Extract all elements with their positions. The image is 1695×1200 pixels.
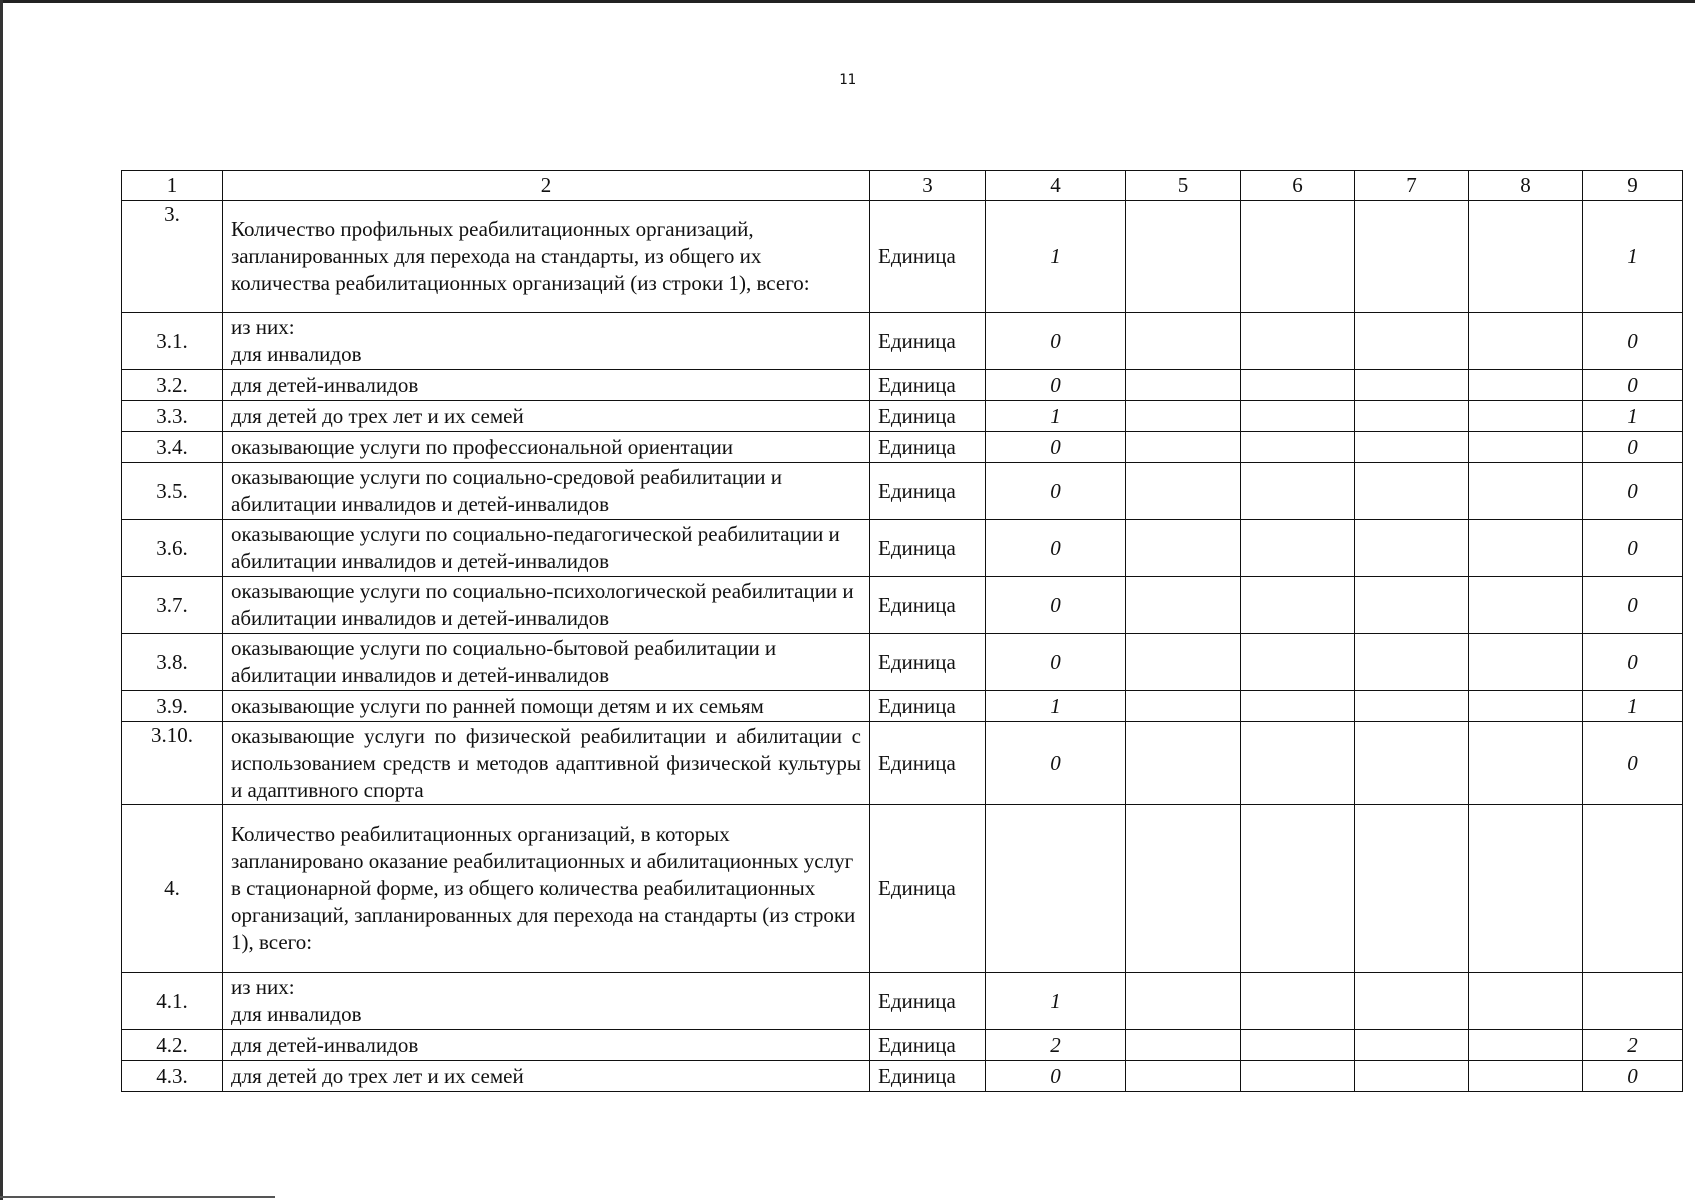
value-col6 <box>1241 722 1355 805</box>
value-col7 <box>1355 691 1469 722</box>
row-description: оказывающие услуги по социально-бытовой реабилитации и абилитации инвалидов и детей-инвалидов <box>223 634 870 691</box>
row-unit: Единица <box>870 370 986 401</box>
value-col8 <box>1469 577 1583 634</box>
value-col4: 1 <box>986 401 1126 432</box>
table-row <box>122 401 1683 432</box>
row-number: 3.8. <box>122 634 223 691</box>
row-number: 3.4. <box>122 432 223 463</box>
value-col9: 0 <box>1583 463 1683 520</box>
table-row <box>122 577 1683 634</box>
header-cell: 4 <box>986 171 1126 201</box>
header-cell: 9 <box>1583 171 1683 201</box>
table-row <box>122 634 1683 691</box>
table-row <box>122 1030 1683 1061</box>
row-description: оказывающие услуги по социально-психологической реабилитации и абилитации инвалидов и детей-инвалидов <box>223 577 870 634</box>
row-description: для детей-инвалидов <box>223 370 870 401</box>
row-number: 3.3. <box>122 401 223 432</box>
value-col6 <box>1241 432 1355 463</box>
table-row <box>122 805 1683 973</box>
row-unit: Единица <box>870 520 986 577</box>
value-col6 <box>1241 1030 1355 1061</box>
header-cell: 6 <box>1241 171 1355 201</box>
row-number: 4.3. <box>122 1061 223 1092</box>
value-col5 <box>1126 432 1241 463</box>
value-col4: 0 <box>986 313 1126 370</box>
value-col5 <box>1126 463 1241 520</box>
value-col6 <box>1241 370 1355 401</box>
value-col5 <box>1126 401 1241 432</box>
row-number: 3.6. <box>122 520 223 577</box>
value-col7 <box>1355 463 1469 520</box>
value-col8 <box>1469 1061 1583 1092</box>
row-unit: Единица <box>870 432 986 463</box>
row-description-line: для инвалидов <box>231 342 362 366</box>
value-col8 <box>1469 520 1583 577</box>
row-number: 3.1. <box>122 313 223 370</box>
value-col4: 0 <box>986 432 1126 463</box>
value-col4: 1 <box>986 691 1126 722</box>
value-col4: 0 <box>986 370 1126 401</box>
value-col6 <box>1241 805 1355 973</box>
value-col7 <box>1355 401 1469 432</box>
row-description: оказывающие услуги по профессиональной ориентации <box>223 432 870 463</box>
row-unit: Единица <box>870 313 986 370</box>
value-col4: 0 <box>986 1061 1126 1092</box>
table-row <box>122 432 1683 463</box>
row-unit: Единица <box>870 201 986 313</box>
value-col9 <box>1583 973 1683 1030</box>
value-col8 <box>1469 1030 1583 1061</box>
table-row <box>122 201 1683 313</box>
value-col7 <box>1355 973 1469 1030</box>
value-col8 <box>1469 432 1583 463</box>
value-col9: 1 <box>1583 401 1683 432</box>
value-col8 <box>1469 691 1583 722</box>
value-col9 <box>1583 805 1683 973</box>
value-col4: 0 <box>986 577 1126 634</box>
header-cell: 7 <box>1355 171 1469 201</box>
value-col4: 1 <box>986 973 1126 1030</box>
value-col5 <box>1126 201 1241 313</box>
value-col6 <box>1241 577 1355 634</box>
row-description: для детей до трех лет и их семей <box>223 1061 870 1092</box>
value-col9: 2 <box>1583 1030 1683 1061</box>
value-col7 <box>1355 1030 1469 1061</box>
value-col5 <box>1126 691 1241 722</box>
value-col5 <box>1126 722 1241 805</box>
value-col6 <box>1241 463 1355 520</box>
value-col9: 0 <box>1583 634 1683 691</box>
value-col8 <box>1469 201 1583 313</box>
row-number: 3.7. <box>122 577 223 634</box>
value-col8 <box>1469 370 1583 401</box>
value-col4: 1 <box>986 201 1126 313</box>
value-col4: 0 <box>986 520 1126 577</box>
value-col9: 0 <box>1583 577 1683 634</box>
value-col8 <box>1469 805 1583 973</box>
value-col4: 2 <box>986 1030 1126 1061</box>
scan-left-edge <box>0 0 3 1200</box>
value-col6 <box>1241 201 1355 313</box>
header-cell: 5 <box>1126 171 1241 201</box>
value-col5 <box>1126 973 1241 1030</box>
table-row <box>122 1061 1683 1092</box>
value-col9: 0 <box>1583 1061 1683 1092</box>
row-description: Количество профильных реабилитационных организаций, запланированных для перехода на стандарты, из общего их количества реабилитационных организаций (из строки 1), всего: <box>223 201 870 313</box>
row-description: оказывающие услуги по социально-педагогической реабилитации и абилитации инвалидов и детей-инвалидов <box>223 520 870 577</box>
value-col7 <box>1355 313 1469 370</box>
header-cell: 3 <box>870 171 986 201</box>
header-cell: 8 <box>1469 171 1583 201</box>
value-col5 <box>1126 805 1241 973</box>
value-col5 <box>1126 634 1241 691</box>
row-description: оказывающие услуги по ранней помощи детям и их семьям <box>223 691 870 722</box>
value-col8 <box>1469 722 1583 805</box>
row-number: 4. <box>122 805 223 973</box>
value-col6 <box>1241 973 1355 1030</box>
value-col5 <box>1126 370 1241 401</box>
table-row <box>122 463 1683 520</box>
value-col4: 0 <box>986 634 1126 691</box>
indicators-table <box>121 170 1683 1092</box>
row-number: 3.10. <box>122 722 223 805</box>
value-col5 <box>1126 1061 1241 1092</box>
value-col4: 0 <box>986 463 1126 520</box>
row-description: Количество реабилитационных организаций, в которых запланировано оказание реабилитационных и абилитационных услуг в стационарной форме, из общего количества реабилитационных организаций, запланированных для перехода на стандарты (из строки 1), всего: <box>223 805 870 973</box>
value-col4 <box>986 805 1126 973</box>
row-unit: Единица <box>870 1061 986 1092</box>
header-cell: 2 <box>223 171 870 201</box>
header-row <box>122 171 1683 201</box>
row-description: оказывающие услуги по физической реабилитации и абилитации с использованием средств и методов адаптивной физической культуры и адаптивного спорта <box>223 722 870 805</box>
value-col7 <box>1355 722 1469 805</box>
value-col7 <box>1355 520 1469 577</box>
value-col9: 0 <box>1583 520 1683 577</box>
scan-bottom-mark <box>0 1196 275 1198</box>
row-description <box>223 313 870 370</box>
row-description <box>223 973 870 1030</box>
table-row <box>122 313 1683 370</box>
value-col9: 0 <box>1583 722 1683 805</box>
row-number: 3. <box>122 201 223 313</box>
value-col9: 0 <box>1583 313 1683 370</box>
header-cell: 1 <box>122 171 223 201</box>
value-col7 <box>1355 805 1469 973</box>
row-unit: Единица <box>870 1030 986 1061</box>
value-col7 <box>1355 634 1469 691</box>
value-col7 <box>1355 1061 1469 1092</box>
row-unit: Единица <box>870 805 986 973</box>
row-unit: Единица <box>870 973 986 1030</box>
row-number: 3.2. <box>122 370 223 401</box>
row-description: для детей-инвалидов <box>223 1030 870 1061</box>
row-description-line: из них: <box>231 315 295 339</box>
table-row <box>122 520 1683 577</box>
row-unit: Единица <box>870 634 986 691</box>
value-col7 <box>1355 577 1469 634</box>
value-col5 <box>1126 313 1241 370</box>
value-col6 <box>1241 520 1355 577</box>
value-col6 <box>1241 1061 1355 1092</box>
row-number: 3.5. <box>122 463 223 520</box>
value-col9: 0 <box>1583 432 1683 463</box>
row-unit: Единица <box>870 401 986 432</box>
page-number: 11 <box>839 72 856 88</box>
value-col8 <box>1469 973 1583 1030</box>
value-col9: 1 <box>1583 201 1683 313</box>
value-col6 <box>1241 313 1355 370</box>
value-col5 <box>1126 520 1241 577</box>
value-col5 <box>1126 577 1241 634</box>
value-col7 <box>1355 370 1469 401</box>
table-row <box>122 722 1683 805</box>
value-col8 <box>1469 634 1583 691</box>
value-col6 <box>1241 401 1355 432</box>
value-col9: 1 <box>1583 691 1683 722</box>
table-row <box>122 370 1683 401</box>
row-description-line: из них: <box>231 975 295 999</box>
row-number: 4.2. <box>122 1030 223 1061</box>
value-col6 <box>1241 691 1355 722</box>
value-col8 <box>1469 463 1583 520</box>
table-row <box>122 691 1683 722</box>
table-row <box>122 973 1683 1030</box>
row-number: 4.1. <box>122 973 223 1030</box>
row-description-line: для инвалидов <box>231 1002 362 1026</box>
row-description: для детей до трех лет и их семей <box>223 401 870 432</box>
value-col6 <box>1241 634 1355 691</box>
value-col7 <box>1355 432 1469 463</box>
value-col7 <box>1355 201 1469 313</box>
value-col4: 0 <box>986 722 1126 805</box>
value-col5 <box>1126 1030 1241 1061</box>
row-unit: Единица <box>870 722 986 805</box>
row-unit: Единица <box>870 577 986 634</box>
value-col8 <box>1469 401 1583 432</box>
row-unit: Единица <box>870 463 986 520</box>
value-col8 <box>1469 313 1583 370</box>
scan-top-edge <box>0 0 1695 3</box>
row-unit: Единица <box>870 691 986 722</box>
row-number: 3.9. <box>122 691 223 722</box>
row-description: оказывающие услуги по социально-средовой реабилитации и абилитации инвалидов и детей-инвалидов <box>223 463 870 520</box>
value-col9: 0 <box>1583 370 1683 401</box>
